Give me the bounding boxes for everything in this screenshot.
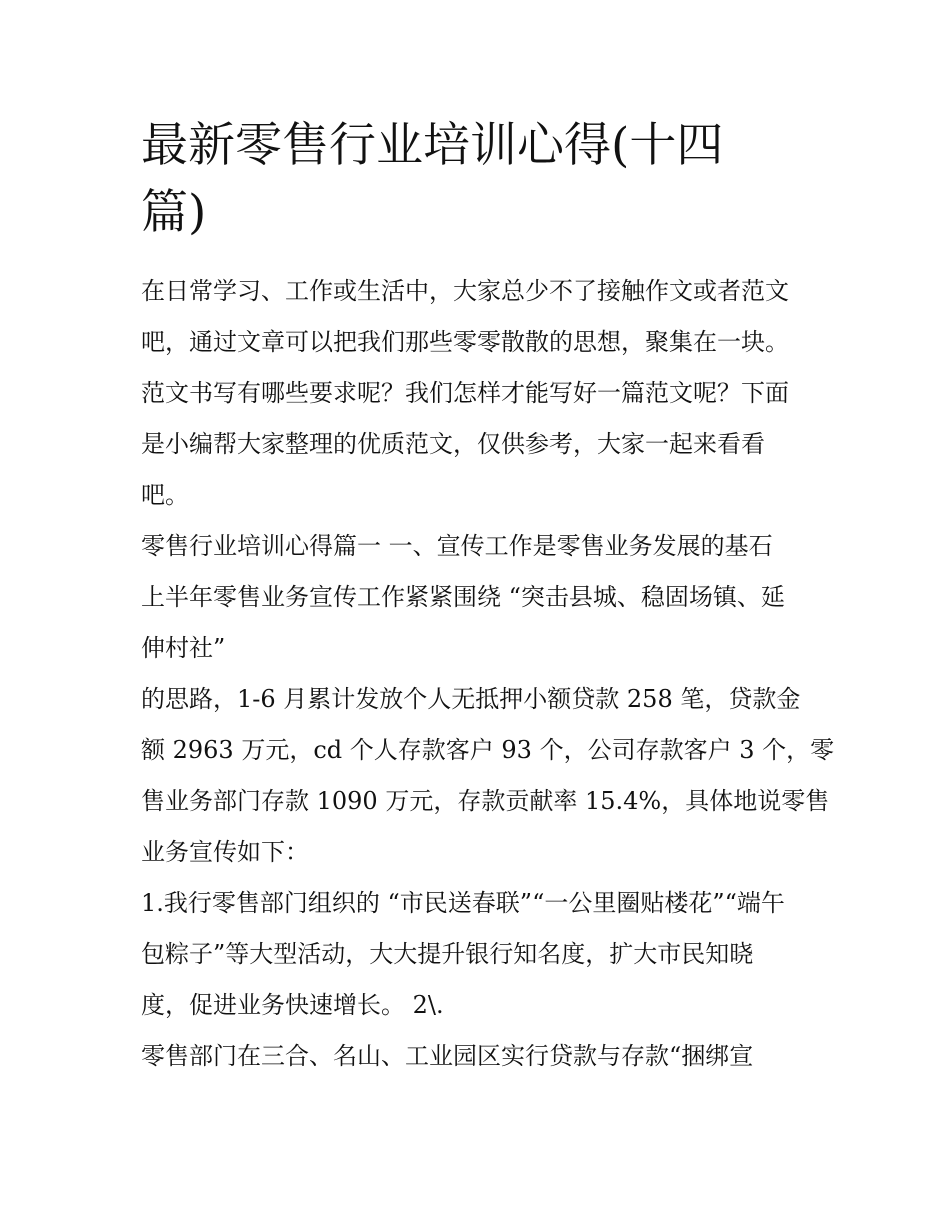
body-line: 业务宣传如下： [141,838,309,866]
body-line: 零售部门在三合、名山、工业园区实行贷款与存款“捆绑宣 [141,1042,754,1070]
body-line: 的思路，1-6 月累计发放个人无抵押小额贷款 258 笔，贷款金 [141,685,801,713]
body-line: 上半年零售业务宣传工作紧紧围绕 “突击县城、稳固场镇、延 [141,583,785,611]
body-line: 范文书写有哪些要求呢？我们怎样才能写好一篇范文呢？下面 [141,379,789,407]
document-title [141,112,813,246]
body-line: 吧，通过文章可以把我们那些零零散散的思想，聚集在一块。 [141,328,789,356]
body-line: 吧。 [141,481,189,509]
title-line: 篇) [141,185,207,240]
document-content [141,112,835,1082]
body-line: 度，促进业务快速增长。 2\. [141,991,444,1019]
body-line: 售业务部门存款 1090 万元，存款贡献率 15.4%，具体地说零售 [141,787,830,815]
body-line: 包粽子”等大型活动，大大提升银行知名度，扩大市民知晓 [141,940,754,968]
body-line: 额 2963 万元，cd 个人存款客户 93 个，公司存款客户 3 个，零 [141,736,835,764]
body-line: 零售行业培训心得篇一 一、宣传工作是零售业务发展的基石 [141,532,773,560]
body-line: 伸村社” [141,634,226,662]
body-line: 在日常学习、工作或生活中，大家总少不了接触作文或者范文 [141,277,789,305]
body-line: 1.我行零售部门组织的 “市民送春联”“一公里圈贴楼花”“端午 [141,889,785,917]
title-line: 最新零售行业培训心得(十四 [141,118,724,173]
document-body [141,266,835,1082]
body-line: 是小编帮大家整理的优质范文，仅供参考，大家一起来看看 [141,430,765,458]
